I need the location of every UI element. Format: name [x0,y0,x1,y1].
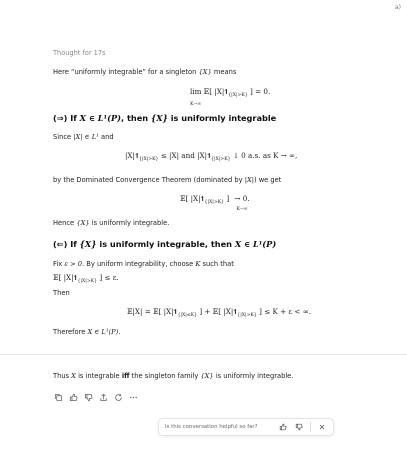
final-b: ] + 𝔼[ |X|𝟏 [197,307,238,316]
hence-set: {X} [76,219,90,227]
conclusion-paragraph [53,372,293,380]
final-b-sub: {|X|>K} [237,313,257,318]
lim-eq-body: 𝔼[ |X|𝟏 [180,194,205,203]
intro-post: means [211,68,237,76]
dct-dominator: |X| [244,176,254,184]
definition-equation [190,87,270,107]
ineq-b: ≤ |X| and |X|𝟏 [158,151,212,160]
final-a-sub: {|X|≤K} [177,313,198,318]
share-button[interactable] [98,392,108,402]
lim-text: lim [190,87,202,96]
fix-paragraph [53,260,234,268]
therefore-paragraph [53,328,120,336]
choose-tail: ] ≤ ε. [97,273,119,282]
fix-post: such that [200,260,234,268]
more-horizontal-icon [129,393,138,402]
ineq-a: |X|𝟏 [125,151,139,160]
intro-pre: Here “uniformly integrable” for a singleton [53,68,199,76]
lim-eq-under: K→∞ [236,207,248,212]
expectation-body: 𝔼[ |X|𝟏 [203,87,229,96]
feedback-separator [310,422,311,432]
thumbs-up-icon [69,393,78,402]
inequality-equation [125,151,297,162]
heading-mid: , then [121,113,151,123]
choose-sub: {|X|>K} [77,279,98,284]
choose-equation [53,273,119,284]
ineq-b-sub: {|X|>K} [211,157,231,162]
feedback-thumbs-down-button[interactable] [294,422,304,432]
therefore-post: . [118,328,121,336]
since-pre: Since [53,133,74,141]
thought-duration-label[interactable]: Thought for 17s [53,49,106,57]
since-paragraph [53,133,114,141]
more-options-button[interactable] [128,392,138,402]
limit-equation [180,194,250,212]
heading-condition: X ∈ L¹(P) [79,113,122,123]
lim-eq-sub: {|X|>K} [204,200,225,205]
conclusion-set: {X} [200,372,214,380]
therefore-pre: Therefore [53,328,88,336]
set-x: {X} [198,68,212,76]
lim-eq-arrow-block [234,194,249,212]
intro-paragraph [53,68,236,76]
equation-tail: ] = 0. [247,87,271,96]
close-icon [318,423,326,431]
final-a: 𝔼|X| = 𝔼[ |X|𝟏 [127,307,178,316]
conclusion-post: is uniformly integrable. [213,372,294,380]
thumbs-up-icon [279,423,287,431]
lim-operator [190,87,201,107]
heading-reverse-direction [53,239,276,249]
therefore-condition: X ∈ L¹(P) [87,328,119,336]
heading2-set: {X} [79,239,97,249]
thumbs-up-button[interactable] [68,392,78,402]
final-c: ] ≤ K + ε < ∞. [256,307,312,316]
conclusion-pre: Thus [53,372,72,380]
conclusion-mid: is integrable [75,372,122,380]
heading-set: {X} [150,113,168,123]
choose-body: 𝔼[ |X|𝟏 [53,273,78,282]
hence-paragraph [53,219,169,227]
heading2-arrow: (⇐) If [53,239,80,249]
fix-pre: Fix [53,260,65,268]
heading-arrow: (⇒) If [53,113,80,123]
thumbs-down-icon [84,393,93,402]
copy-icon [54,393,63,402]
ineq-c: ↓ 0 a.s. as K → ∞, [230,151,298,160]
lim-eq-tail: ] [224,194,230,203]
feedback-close-button[interactable] [317,422,327,432]
thumbs-down-button[interactable] [83,392,93,402]
final-equation [127,307,311,318]
dct-paragraph [53,176,281,184]
feedback-thumbs-up-button[interactable] [278,422,288,432]
fix-mid: . By uniform integrability, choose [82,260,196,268]
copy-button[interactable] [53,392,63,402]
refresh-icon [114,393,123,402]
thumbs-down-icon [295,423,303,431]
heading-tail: is uniformly integrable [167,113,277,123]
conclusion-x: X [71,372,76,380]
conclusion-mid2: the singleton family [129,372,201,380]
section-divider [0,354,407,355]
since-condition: |X| ∈ L¹ [73,133,99,141]
hence-pre: Hence [53,219,77,227]
fix-K: K [195,260,201,268]
then-label: Then [53,289,70,297]
fix-eps: ε > 0 [64,260,83,268]
message-actions [53,392,138,402]
avatar[interactable]: a) [394,4,401,11]
heading2-mid: is uniformly integrable, then [96,239,235,249]
dct-pre: by the Dominated Convergence Theorem (dominated by [53,176,245,184]
heading-forward-direction [53,113,276,123]
regenerate-button[interactable] [113,392,123,402]
feedback-prompt [158,418,334,436]
hence-post: is uniformly integrable. [89,219,170,227]
heading2-condition: X ∈ L¹(P) [234,239,277,249]
feedback-question: Is this conversation helpful so far? [165,424,258,430]
ineq-a-sub: {|X|>K} [138,157,159,162]
lim-subscript: K→∞ [190,102,202,107]
dct-post: ) we get [253,176,282,184]
lim-eq-arrow: → 0. [234,194,250,203]
indicator-subscript: {|X|>K} [228,93,248,98]
conclusion-iff: iff [121,372,130,380]
share-icon [99,393,108,402]
since-post: and [98,133,114,141]
